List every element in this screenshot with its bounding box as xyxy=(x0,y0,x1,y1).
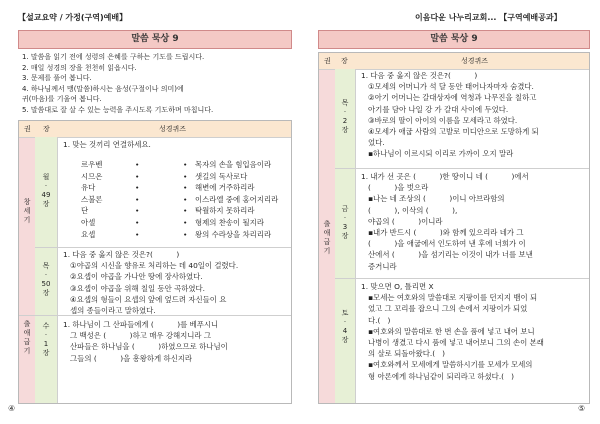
quiz-row xyxy=(335,278,589,403)
quiz-row xyxy=(35,137,291,247)
match-desc: 왕의 수라상을 차리리라 xyxy=(195,229,272,239)
match-name: 스불론 xyxy=(81,194,103,204)
page-number: ⑤ xyxy=(578,404,586,413)
instruction-line: 3. 문제를 풀어 봅니다. xyxy=(22,74,92,82)
table-header xyxy=(19,121,291,138)
row-label-cell xyxy=(335,169,356,279)
col-week: 권 xyxy=(24,125,31,133)
match-name: 단 xyxy=(81,206,89,216)
section-label: 창 세 기 xyxy=(23,198,31,224)
question-text: 1. 다음 중 옳지 않은 것은?( ) ①야곱의 시신을 향유로 처리하는 데 40일이 걸렸다. ②요셉이 야곱을 가나안 땅에 장사하였다. ③요셉이 야곱을 위해 칠일 동안 곡하였다. ④요셉의 형들이 요셉의 앞에 엎드려 자신들이 요 셉의 종들이라고 말하였다. xyxy=(63,250,239,316)
match-name: 유다 xyxy=(81,183,96,193)
left-quiz-table xyxy=(18,120,292,404)
match-desc: 탁월하지 못하리라 xyxy=(195,206,255,216)
instruction-line: 4. 하나님께서 맹(말씀)하시는 음성(구절이나 의미)에 xyxy=(22,84,184,93)
col-chapter: 장 xyxy=(341,57,348,65)
question-text: 1. 다음 중 옳지 않은 것은?( ) ①모세의 어머니가 석 달 동안 태어나자마자 숨겼다. ②아기 어머니는 갈대상자에 역청과 나무진을 칠하고 아기를 담아 나일 강 가 갈대 사이에 두었다. ③바로의 딸이 아이의 이름을 모세라고 하였다. ④모세가 애굽 사람의 고발로 미디안으로 도망하게 되 었다. ▪하나님이 이르시되 이리로 가까이 오지 말라 xyxy=(361,71,539,159)
row-label-cell xyxy=(335,69,356,168)
quiz-row xyxy=(335,168,589,279)
quiz-row xyxy=(335,69,589,168)
row-label: 토 · 4 장 xyxy=(341,309,349,344)
match-name: 요셉 xyxy=(81,229,96,239)
question-text: 1. 맞으면 O, 틀리면 X ▪모세는 여호와의 말씀대로 지팡이를 던지지 뱀이 되 었고 그 꼬리를 잡으니 그의 손에서 지팡이가 되었 다.( ) ▪여호와의 말씀대로 한 번 손을 품에 넣고 내어 보니 나병이 생겼고 다시 품에 넣고 내어보니 그의 손이 본래 의 살로 되돌아왔다.( ) ▪여호와께서 모세에게 말씀하시기를 모세가 모세의 형 아론에게 하나님같이 되리라고 하셨다.( ) xyxy=(361,282,544,381)
match-desc: 이스라엘 중에 홍어지리라 xyxy=(195,194,279,204)
left-title: 말씀 묵상 9 xyxy=(18,30,292,49)
section-exodus xyxy=(319,70,336,403)
col-title: 성경퀴즈 xyxy=(159,125,187,133)
row-label: 수 · 1 장 xyxy=(42,322,50,357)
row-label: 목 · 2 장 xyxy=(341,99,349,134)
page-number: ④ xyxy=(8,404,16,413)
match-name: 아셀 xyxy=(81,217,96,227)
match-desc: 형제의 찬송이 될지라 xyxy=(195,217,264,227)
question-text: 1. 맞는 것끼리 연결하세요. xyxy=(63,140,151,149)
question-text: 1. 하나님이 그 산파들에게 ( )를 베푸시니 그 백성은 ( )하고 매우 강해지니라 그 산파들은 하나님을 ( )하였으므로 하나님이 그들의 ( )을 흥왕하게 하신지라 xyxy=(63,320,228,363)
section-genesis xyxy=(19,138,36,315)
row-label-cell xyxy=(35,137,58,247)
match-dots-left: • • • • • • • xyxy=(135,160,140,239)
instruction-line: 2. 매일 성경의 장을 천천히 읽읍시다. xyxy=(22,63,137,72)
right-title: 말씀 묵상 9 xyxy=(318,30,590,49)
row-label: 목 · 50 장 xyxy=(41,262,51,297)
match-descriptions xyxy=(195,159,278,240)
section-label: 출 애 굽 기 xyxy=(323,220,331,255)
table-header xyxy=(319,53,589,70)
match-names xyxy=(81,159,102,240)
row-label: 금 · 3 장 xyxy=(341,205,349,240)
right-header: 이음다운 나누리교회... 【구역예배공과】 xyxy=(415,13,562,22)
instruction-line: 5. 말씀대로 잘 살 수 있는 능력을 주시도록 기도하며 마칩니다. xyxy=(22,105,214,114)
col-chapter: 장 xyxy=(43,125,50,133)
match-desc: 해변에 거주하리라 xyxy=(195,183,255,193)
section-exodus xyxy=(19,316,36,403)
quiz-row xyxy=(35,247,291,316)
match-desc: 목자의 손을 힘입음이라 xyxy=(195,160,272,169)
match-desc: 샛길의 독사로다 xyxy=(195,171,248,181)
row-label: 월 · 49 장 xyxy=(41,173,51,208)
left-header: 【설교요약 / 가정(구역)예배】 xyxy=(18,13,128,22)
section-label: 출 애 굽 기 xyxy=(23,320,31,355)
row-label-cell xyxy=(335,279,356,403)
col-week: 권 xyxy=(324,57,331,65)
question-text: 1. 내가 선 곳은 ( )한 땅이니 네 ( )에서 ( )을 벗으라 ▪나는 네 조상의 ( )이니 아브라함의 ( ), 이삭의 ( ), 야곱의 ( )이니라 ▪내가 반드시 ( )와 함께 있으리라 네가 그 ( )을 애굽에서 인도하여 낸 후에 너희가 이 산에서 ( )을 섬기리는 이것이 내가 너를 보낸 증거니라 xyxy=(361,172,533,271)
left-instructions xyxy=(22,52,213,115)
right-quiz-table xyxy=(318,52,590,404)
row-label-cell xyxy=(35,316,58,403)
row-label-cell xyxy=(35,248,58,316)
match-dots-right: • • • • • • • xyxy=(183,160,188,239)
right-page xyxy=(300,0,600,424)
col-title: 성경퀴즈 xyxy=(461,57,489,65)
instruction-line: 귀(마음)를 기울여 봅니다. xyxy=(22,95,102,103)
instruction-line: 1. 말씀을 읽기 전에 성령의 은혜를 구하는 기도를 드립시다. xyxy=(22,53,205,61)
match-name: 시므온 xyxy=(81,171,103,181)
match-name: 르우벤 xyxy=(81,160,103,169)
quiz-row xyxy=(19,315,291,403)
